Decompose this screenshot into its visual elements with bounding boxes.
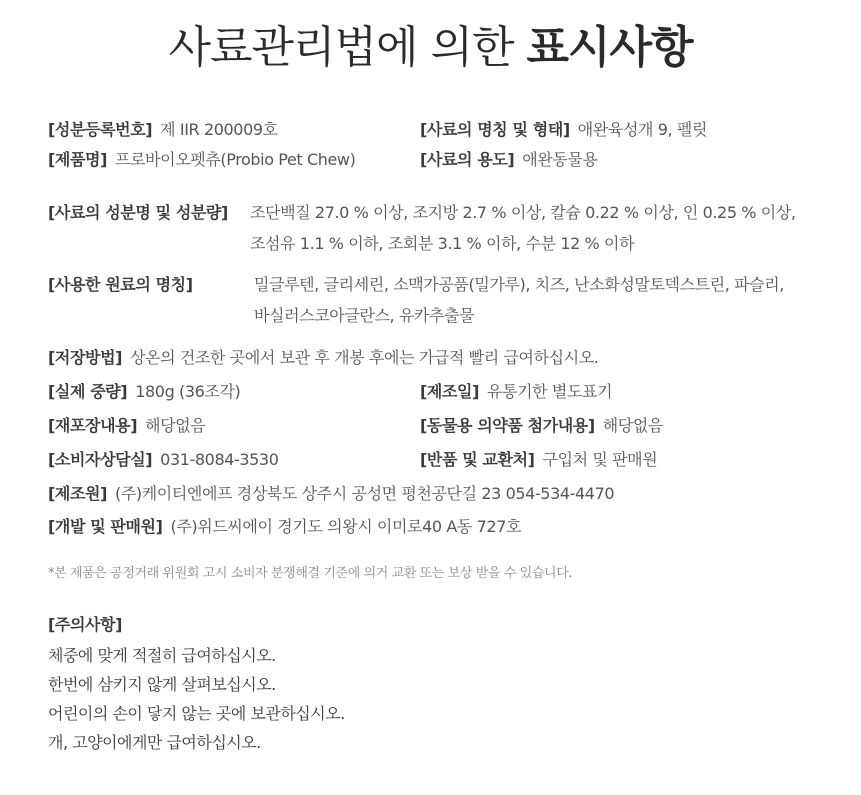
field-value: 구입처 및 판매원: [542, 450, 658, 469]
field-label: [저장방법]: [48, 348, 123, 367]
field-label: [사용한 원료의 명칭]: [48, 275, 193, 294]
field-storage: [48, 348, 599, 368]
field-reg-no: [48, 120, 278, 140]
field-mfg-date: [420, 382, 612, 402]
caution-list: [48, 641, 345, 757]
field-label: [사료의 용도]: [420, 150, 515, 169]
field-label: [소비자상담실]: [48, 450, 153, 469]
field-ingredients-amount: [48, 196, 828, 266]
field-product: [48, 150, 355, 170]
field-value: 애완동물용: [522, 150, 598, 169]
field-value: 031-8084-3530: [160, 450, 279, 469]
field-return: [420, 450, 657, 470]
field-value: 상온의 건조한 곳에서 보관 후 개봉 후에는 가급적 빨리 급여하십시오.: [130, 348, 599, 367]
page-title: [0, 18, 861, 78]
field-label: [반품 및 교환처]: [420, 450, 535, 469]
field-weight: [48, 382, 240, 402]
field-value: 유통기한 별도표기: [487, 382, 613, 401]
field-value: (주)케이티엔에프 경상북도 상주시 공성면 평천공단길 23 054-534-4470: [115, 484, 615, 503]
page-title-bold: 표시사항: [526, 22, 693, 73]
field-label: [성분등록번호]: [48, 120, 153, 139]
field-value-line-1: 조단백질 27.0 % 이상, 조지방 2.7 % 이상, 칼슘 0.22 % 이상, 인 0.25 % 이상,: [250, 203, 796, 222]
field-manufacturer: [48, 484, 614, 504]
field-value: 해당없음: [145, 416, 206, 435]
field-label: [사료의 명칭 및 형태]: [420, 120, 570, 139]
field-value: 프로바이오펫츄(Probio Pet Chew): [115, 150, 356, 169]
field-consumer: [48, 450, 279, 470]
field-value: (주)위드씨에이 경기도 의왕시 이미로40 A동 727호: [170, 517, 522, 536]
field-packaging: [48, 416, 205, 436]
field-value-line-1: 밀글루텐, 글리세린, 소맥가공품(밀가루), 치즈, 난소화성말토덱스트린, 파슬리,: [254, 275, 784, 294]
caution-item: 체중에 맞게 적절히 급여하십시오.: [48, 646, 276, 665]
field-label: [개발 및 판매원]: [48, 517, 163, 536]
caution-item: 어린이의 손이 닿지 않는 곳에 보관하십시오.: [48, 704, 345, 723]
field-label: [재포장내용]: [48, 416, 138, 435]
field-value: 애완육성개 9, 펠릿: [577, 120, 708, 139]
field-developer: [48, 517, 521, 537]
field-label: [제조일]: [420, 382, 479, 401]
field-label: [제조원]: [48, 484, 107, 503]
field-value-line-2: 바실러스코아글란스, 유카추출물: [254, 306, 475, 325]
field-value-line-2: 조섬유 1.1 % 이하, 조회분 3.1 % 이하, 수분 12 % 이하: [250, 234, 635, 253]
page-title-light: 사료관리법에 의한: [168, 22, 514, 73]
field-usage: [420, 150, 598, 170]
field-value: 제 IIR 200009호: [160, 120, 278, 139]
field-raw-materials: [48, 268, 828, 338]
field-name-form: [420, 120, 707, 140]
field-label: [제품명]: [48, 150, 107, 169]
field-vet-drug: [420, 416, 663, 436]
caution-item: 한번에 삼키지 않게 살펴보십시오.: [48, 675, 276, 694]
disclaimer-note: *본 제품은 공정거래 위원회 고시 소비자 분쟁해결 기준에 의거 교환 또는 보상 받을 수 있습니다.: [48, 566, 573, 581]
field-value: 해당없음: [602, 416, 663, 435]
field-label: [실제 중량]: [48, 382, 128, 401]
field-label: [사료의 성분명 및 성분량]: [48, 203, 228, 222]
field-label: [동물용 의약품 첨가내용]: [420, 416, 595, 435]
field-value: 180g (36조각): [135, 382, 241, 401]
caution-item: 개, 고양이에게만 급여하십시오.: [48, 733, 261, 752]
caution-title: [주의사항]: [48, 615, 123, 634]
